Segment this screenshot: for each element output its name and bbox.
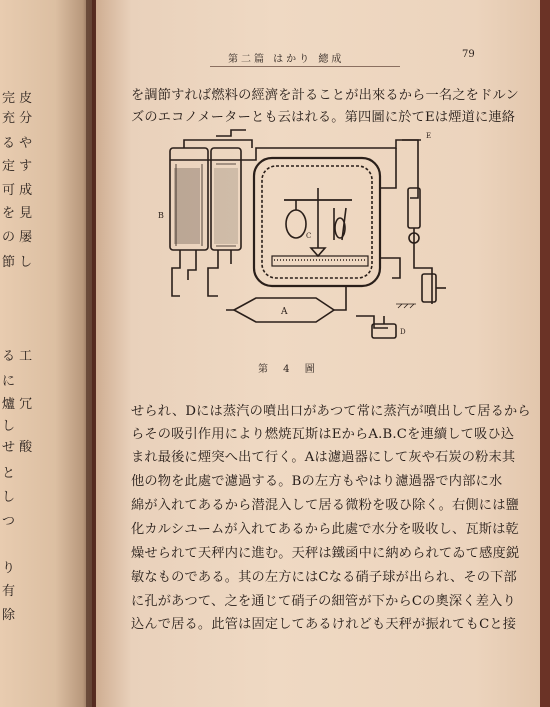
page-number: 79 xyxy=(462,49,475,60)
text-line: 燥せられて天秤内に進む。天秤は鐵函中に納められてゐて感度鋭 xyxy=(131,546,520,561)
left-page-line: 爐 冗 xyxy=(2,397,33,412)
left-page-line: つ xyxy=(2,514,16,529)
left-page-line: 充 分 xyxy=(2,111,33,126)
label-c: C xyxy=(306,232,312,240)
text-line: を調節すれば燃料の經濟を計ることが出來るから一名之をドルン xyxy=(131,88,519,103)
label-a: A xyxy=(281,307,288,317)
left-page-line: 可 成 xyxy=(2,183,33,198)
text-line: まれ最後に煙突へ出て行く。Aは濾過器にして灰や石炭の粉末其 xyxy=(131,450,516,465)
running-header: 第二篇 はかり 總成 xyxy=(228,54,345,65)
text-line: 他の物を此處で濾過する。Bの左方もやはり濾過器で内部に水 xyxy=(131,474,503,489)
left-page-line: 定 す xyxy=(2,159,33,174)
label-e: E xyxy=(426,132,432,140)
left-page-line: せ 酸 xyxy=(2,440,33,455)
steam-nozzle-d xyxy=(372,324,396,338)
left-page-line: を 見 xyxy=(2,206,33,221)
left-page-line: し xyxy=(2,490,16,505)
left-page-line: 完 皮 xyxy=(2,91,33,106)
left-page-line: と xyxy=(2,466,16,481)
figure-caption: 第 4 圖 xyxy=(258,364,321,375)
text-line: 込んで居る。此管は固定してあるけれども天秤が振れてもCと接 xyxy=(131,617,517,632)
text-line: 敏なものである。其の左方にはCなる硝子球が出られ、その下部 xyxy=(131,570,517,585)
left-page-line: 有 xyxy=(2,584,16,599)
header-rule xyxy=(210,66,400,67)
left-page-line: 除 xyxy=(2,608,16,623)
text-line: 綿が入れてあるから潜混入して居る微粉を吸ひ除く。右側には鹽 xyxy=(131,498,519,513)
label-b: B xyxy=(158,211,164,220)
left-page-line: り xyxy=(2,561,16,576)
left-page-line: の 屡 xyxy=(2,230,33,245)
left-page-line: る や xyxy=(2,136,33,151)
glass-bulb-c xyxy=(286,210,306,238)
apparatus-diagram xyxy=(156,128,452,350)
text-line: らその吸引作用により燃焼瓦斯はEからA.B.Cを連續して吸ひ込 xyxy=(131,427,515,442)
left-page-line: 節 し xyxy=(2,255,33,270)
left-page-line: し xyxy=(2,419,16,434)
left-page xyxy=(0,0,92,707)
left-page-line: に xyxy=(2,374,16,389)
balance-case xyxy=(254,158,380,286)
label-d: D xyxy=(400,328,406,336)
text-line: に孔があつて、之を通じて硝子の細管が下からCの奧深く差入り xyxy=(131,594,516,609)
page-edge xyxy=(540,0,550,707)
text-line: せられ、Dには蒸汽の噴出口があつて常に蒸汽が噴出して居るから xyxy=(131,404,531,419)
text-line: ズのエコノメーターとも云はれる。第四圖に於てEは煙道に連絡 xyxy=(131,110,516,125)
left-page-line: る 工 xyxy=(2,349,33,364)
text-line: 化カルシユームが入れてあるから此處で水分を吸收し、瓦斯は乾 xyxy=(131,522,519,537)
